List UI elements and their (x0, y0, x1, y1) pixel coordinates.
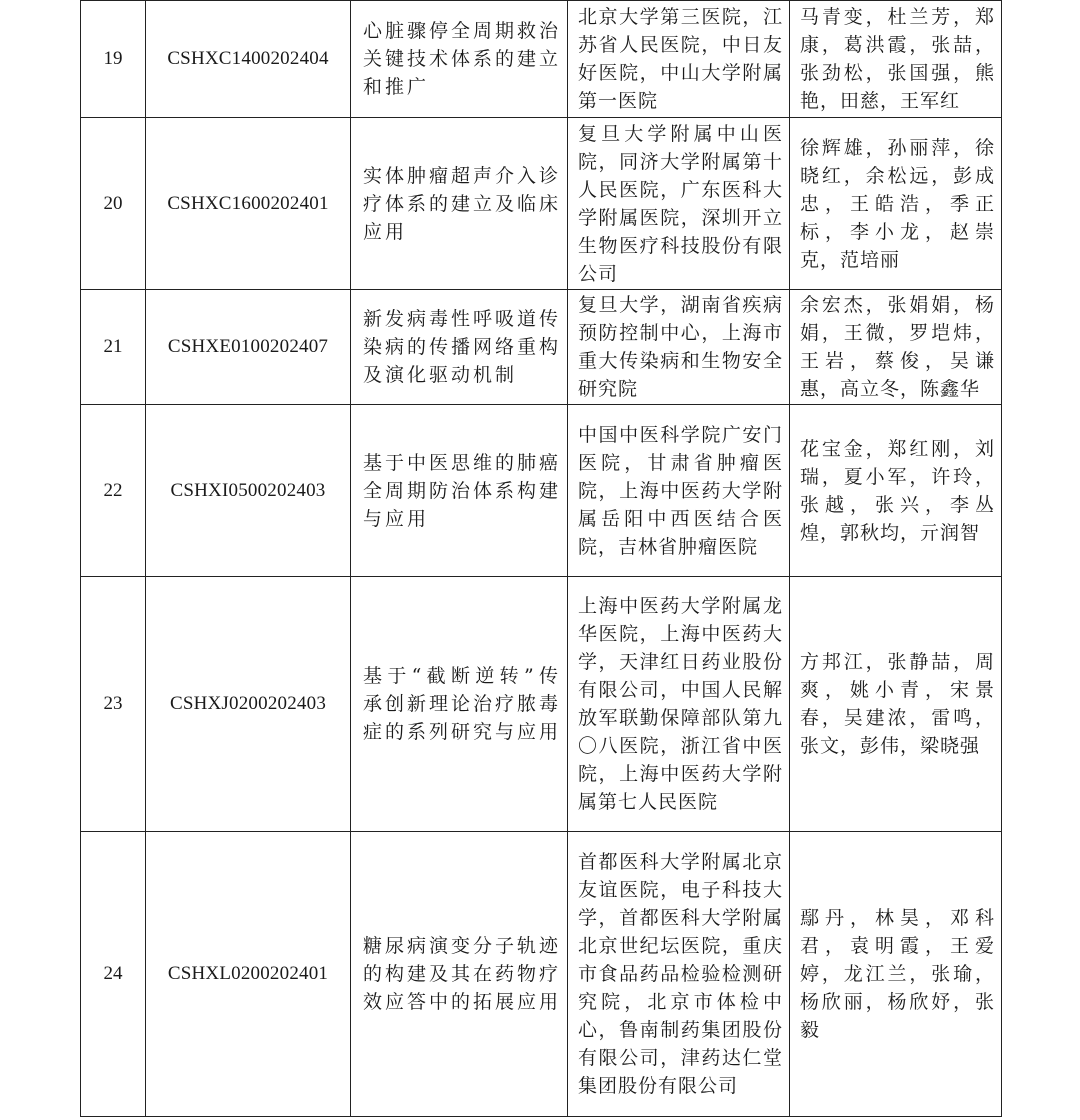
project-code: CSHXC1400202404 (146, 1, 351, 118)
row-number: 24 (81, 832, 146, 1117)
table-row (81, 290, 1002, 405)
contributors: 花宝金，郑红刚，刘瑞，夏小军，许玲，张越，张兴，李丛煌，郭秋均，亓润智 (790, 405, 1002, 577)
project-title: 基于中医思维的肺癌全周期防治体系构建与应用 (351, 405, 568, 577)
row-number: 19 (81, 1, 146, 118)
contributors: 方邦江，张静喆，周爽，姚小青，宋景春，吴建浓，雷鸣，张文，彭伟，梁晓强 (790, 577, 1002, 832)
contributors: 马青变，杜兰芳，郑康，葛洪霞，张喆，张劲松，张国强，熊艳，田慈，王军红 (790, 1, 1002, 118)
table-row (81, 832, 1002, 1117)
organizations: 复旦大学附属中山医院，同济大学附属第十人民医院，广东医科大学附属医院，深圳开立生物医疗科技股份有限公司 (568, 118, 790, 290)
table-row (81, 405, 1002, 577)
project-code: CSHXC1600202401 (146, 118, 351, 290)
organizations: 上海中医药大学附属龙华医院，上海中医药大学，天津红日药业股份有限公司，中国人民解放军联勤保障部队第九〇八医院，浙江省中医院，上海中医药大学附属第七人民医院 (568, 577, 790, 832)
organizations: 中国中医科学院广安门医院，甘肃省肿瘤医院，上海中医药大学附属岳阳中西医结合医院，吉林省肿瘤医院 (568, 405, 790, 577)
contributors: 鄢丹，林昊，邓科君，袁明霞，王爱婷，龙江兰，张瑜，杨欣丽，杨欣妤，张毅 (790, 832, 1002, 1117)
contributors: 徐辉雄，孙丽萍，徐晓红，余松远，彭成忠，王皓浩，季正标，李小龙，赵崇克，范培丽 (790, 118, 1002, 290)
project-code: CSHXJ0200202403 (146, 577, 351, 832)
table-row (81, 118, 1002, 290)
project-code: CSHXE0100202407 (146, 290, 351, 405)
contributors: 余宏杰，张娟娟，杨娟，王微，罗垲炜，王岩，蔡俊，吴谦惠，高立冬，陈鑫华 (790, 290, 1002, 405)
row-number: 20 (81, 118, 146, 290)
row-number: 22 (81, 405, 146, 577)
row-number: 23 (81, 577, 146, 832)
row-number: 21 (81, 290, 146, 405)
awards-table (80, 0, 1002, 1117)
table-row (81, 1, 1002, 118)
project-title: 糖尿病演变分子轨迹的构建及其在药物疗效应答中的拓展应用 (351, 832, 568, 1117)
table-row (81, 577, 1002, 832)
project-code: CSHXI0500202403 (146, 405, 351, 577)
project-title: 基于“截断逆转”传承创新理论治疗脓毒症的系列研究与应用 (351, 577, 568, 832)
organizations: 首都医科大学附属北京友谊医院，电子科技大学，首都医科大学附属北京世纪坛医院，重庆市食品药品检验检测研究院，北京市体检中心，鲁南制药集团股份有限公司，津药达仁堂集团股份有限公司 (568, 832, 790, 1117)
project-code: CSHXL0200202401 (146, 832, 351, 1117)
project-title: 心脏骤停全周期救治关键技术体系的建立和推广 (351, 1, 568, 118)
organizations: 北京大学第三医院，江苏省人民医院，中日友好医院，中山大学附属第一医院 (568, 1, 790, 118)
project-title: 实体肿瘤超声介入诊疗体系的建立及临床应用 (351, 118, 568, 290)
project-title: 新发病毒性呼吸道传染病的传播网络重构及演化驱动机制 (351, 290, 568, 405)
organizations: 复旦大学，湖南省疾病预防控制中心，上海市重大传染病和生物安全研究院 (568, 290, 790, 405)
